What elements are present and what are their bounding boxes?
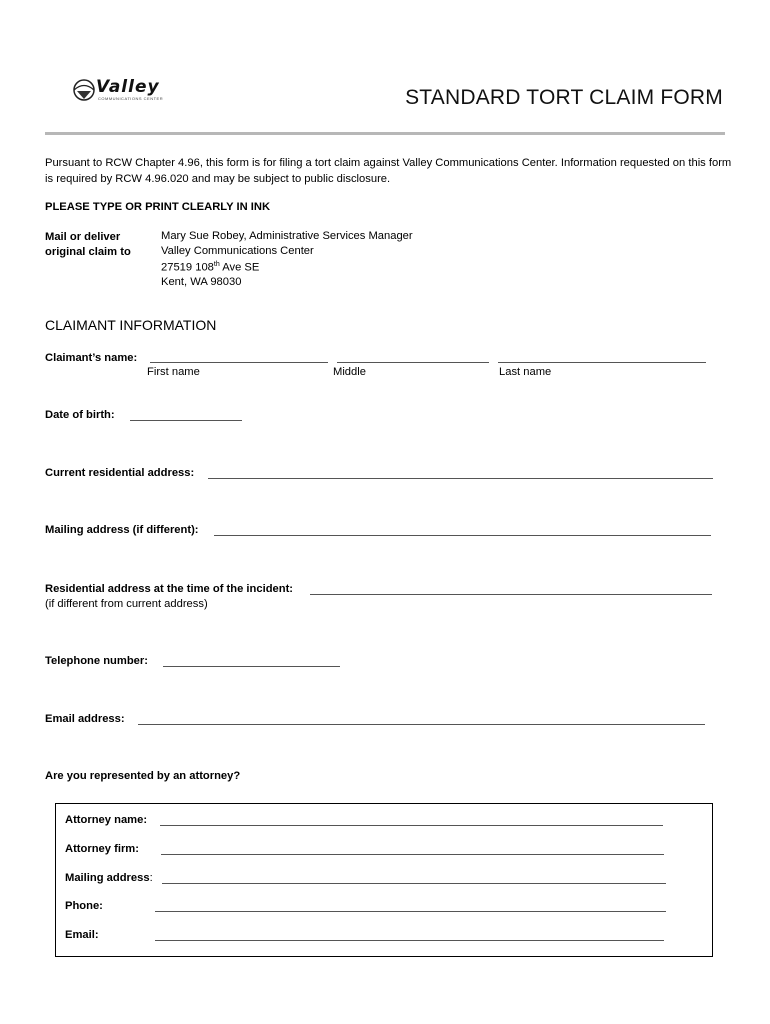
attorney-firm-label: Attorney firm: — [65, 843, 139, 855]
dob-field[interactable] — [130, 420, 242, 421]
intro-paragraph: Pursuant to RCW Chapter 4.96, this form is for filing a tort claim against Valley Communications Center. Information requested on this form is required by RCW 4.96.020 and may be subject to public disclosure. — [45, 157, 732, 185]
last-name-caption: Last name — [499, 366, 552, 378]
incident-address-label: Residential address at the time of the incident: — [45, 583, 294, 595]
section-claimant-information: CLAIMANT INFORMATION — [45, 317, 217, 333]
attorney-mailing-field[interactable] — [162, 883, 666, 884]
email-field[interactable] — [138, 724, 705, 725]
attorney-mailing-label: Mailing address: — [65, 872, 153, 884]
email-label: Email address: — [45, 713, 125, 725]
header-divider — [45, 132, 725, 135]
attorney-name-label: Attorney name: — [65, 814, 148, 826]
page-title: STANDARD TORT CLAIM FORM — [405, 86, 723, 109]
attorney-info-box — [55, 803, 713, 957]
attorney-question: Are you represented by an attorney? — [45, 770, 241, 782]
instruction-text: PLEASE TYPE OR PRINT CLEARLY IN INK — [45, 201, 271, 213]
logo-wordmark: Valley — [96, 77, 160, 97]
telephone-label: Telephone number: — [45, 655, 148, 667]
first-name-field[interactable] — [150, 362, 328, 363]
attorney-firm-field[interactable] — [161, 854, 664, 855]
logo-emblem-icon — [72, 77, 96, 103]
attorney-email-label: Email: — [65, 929, 99, 941]
mail-address-city: Kent, WA 98030 — [161, 276, 242, 289]
dob-label: Date of birth: — [45, 409, 115, 421]
attorney-phone-field[interactable] — [155, 911, 666, 912]
mail-label-line1: Mail or deliver — [45, 231, 121, 243]
mail-label-line2: original claim to — [45, 246, 131, 258]
middle-name-field[interactable] — [337, 362, 489, 363]
residential-address-label: Current residential address: — [45, 467, 195, 479]
attorney-phone-label: Phone: — [65, 900, 103, 912]
telephone-field[interactable] — [163, 666, 340, 667]
mail-address — [161, 229, 413, 290]
mail-address-street: 27519 108th Ave SE — [161, 261, 260, 274]
valley-logo — [72, 77, 162, 103]
attorney-email-field[interactable] — [155, 940, 664, 941]
first-name-caption: First name — [147, 366, 200, 378]
mailing-address-field[interactable] — [214, 535, 711, 536]
mail-address-name: Mary Sue Robey, Administrative Services Manager — [161, 230, 413, 242]
incident-address-note: (if different from current address) — [45, 598, 208, 610]
claimant-name-label: Claimant’s name: — [45, 352, 138, 364]
last-name-field[interactable] — [498, 362, 706, 363]
residential-address-field[interactable] — [208, 478, 713, 479]
incident-address-field[interactable] — [310, 594, 712, 595]
logo-subtext: COMMUNICATIONS CENTER — [98, 96, 164, 101]
mail-label — [45, 230, 131, 260]
mail-address-org: Valley Communications Center — [161, 244, 314, 257]
middle-name-caption: Middle — [333, 366, 366, 378]
mailing-address-label: Mailing address (if different): — [45, 524, 199, 536]
attorney-name-field[interactable] — [160, 825, 663, 826]
